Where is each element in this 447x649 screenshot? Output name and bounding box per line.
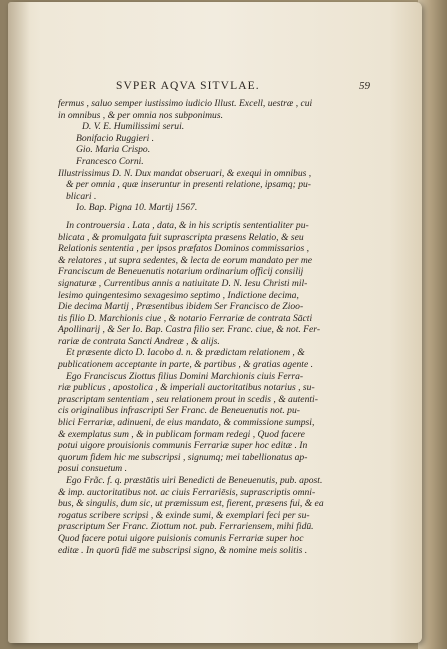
text-line: signaturæ , Currentibus annis a natiuitate D. N. Iesu Christi mil- (58, 277, 308, 289)
page-body-text (58, 98, 370, 556)
text-line: prascriptum Ser Franc. Ziottum not. pub. Ferrariensem, mihi fidū. (58, 521, 314, 533)
text-line: Illustrissimus D. N. Dux mandat obseruari, & exequi in omnibus , (58, 167, 312, 179)
book-page-edges (418, 0, 447, 649)
text-line: In controuersia . Lata , data, & in his scriptis sententialiter pu- (66, 219, 309, 231)
text-line: Die decima Martij , Præsentibus ibidem Ser Francisco de Zioo- (58, 301, 304, 313)
text-line: potui uigore prouisionis communis Ferrariæ super hoc editæ . In (58, 440, 308, 452)
text-line: Io. Bap. Pigna 10. Martij 1567. (76, 202, 198, 214)
text-line: Apollinarij , & Ser Io. Bap. Castra filio ser. Franc. ciue, & not. Fer- (58, 324, 321, 336)
running-head (58, 80, 370, 94)
text-line: publicationem acceptante in parte, & partibus , & gratias agente . (58, 359, 314, 371)
text-line: Ego Franciscus Ziottus filius Domini Marchionis ciuis Ferra- (66, 370, 304, 382)
page-number: 59 (359, 80, 370, 92)
text-line: Quod facere potui uigore puisionis comunis Ferrariæ super hoc (58, 532, 304, 544)
text-line: riæ publicus , apostolica , & imperiali auctoritatibus notarius , su- (58, 382, 315, 394)
running-head-title: SVPER AQVA SITVLAE. (116, 80, 260, 92)
text-line: bus, & singulis, dum sic, ut præmissum est, fierent, præsens fui, & ea (58, 498, 324, 510)
text-line: Bonifacio Ruggieri . (76, 132, 155, 144)
text-line: editæ . In quorū fidē me subscripsi signo, & nomine meis solitis . (58, 544, 308, 556)
text-line: D. V. E. Humilissimi serui. (82, 121, 185, 133)
text-line: Franciscum de Beneuenutis notarium ordinarium officij consilij (58, 266, 304, 278)
text-line: & exemplatus sum , & in publicam formam redegi , Quod facere (58, 428, 305, 440)
text-line: blicari . (66, 190, 97, 202)
text-line: & imp. auctoritatibus not. ac ciuis Ferrariēsis, suprascriptis omni- (58, 486, 316, 498)
text-line: Ego Frãc. f. q. præstātis uiri Benedicti de Beneuenutis, pub. apost. (66, 475, 323, 486)
text-line: rariæ de contrata Sancti Andreæ , & alijs. (58, 335, 220, 347)
spine-shadow (8, 2, 30, 643)
text-line: & relatores , ut supra sedentes, & lecta de eorum mandato per me (58, 254, 313, 266)
text-line: blici Ferrariæ, adinueni, de eius mandato, & commissione sumpsi, (58, 417, 315, 429)
text-line: quorum fidem hic me subscripsi , signumq; mei tabellionatus ap- (58, 451, 308, 463)
text-line: Et præsente dicto D. Iacobo d. n. & prædictam relationem , & (66, 347, 305, 359)
text-line: fermus , saluo semper iustissimo iudicio Illust. Excell, uestræ , cui (58, 98, 313, 109)
text-line: lesimo quingentesimo sexagesimo septimo , Indictione decima, (58, 289, 299, 301)
text-line: posui consuetum . (58, 463, 128, 475)
text-line: & per omnia , quæ inseruntur in presenti relatione, ipsamq; pu- (66, 179, 311, 191)
text-line: Gio. Maria Crispo. (76, 144, 151, 156)
text-line: Relationis sententia , per ipsos præfatos Dominos commissarios , (58, 243, 310, 255)
text-line: blicata , & promulgata fuit suprascripta præsens Relatio, & seu (58, 231, 304, 243)
text-line: in omnibus , & per omnia nos subponimus. (58, 109, 223, 121)
text-line: prascriptam sententiam , seu relationem prout in scedis , & autenti- (58, 393, 318, 405)
text-line: Francesco Corni. (76, 155, 144, 167)
text-line: rogatus scribere scripsi , & exinde sumi, & exemplari feci per su- (58, 509, 310, 521)
text-line: cis originalibus infrascripti Ser Franc. de Beneuenutis not. pu- (58, 405, 300, 417)
text-line: tis filio D. Marchionis ciue , & notario Ferrariæ de contrata Sācti (58, 312, 313, 324)
